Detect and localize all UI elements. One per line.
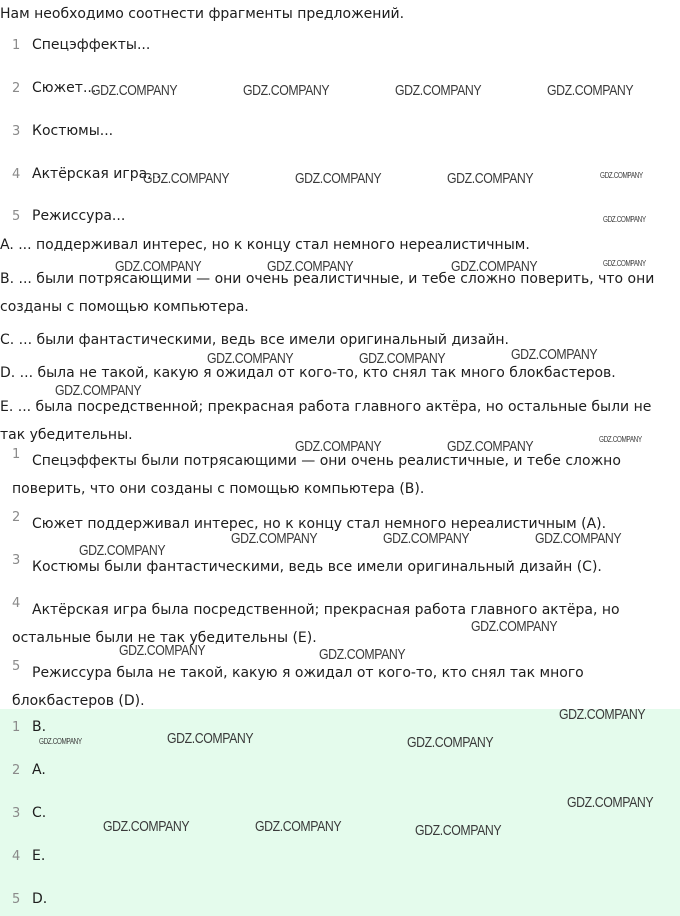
watermark: GDZ.COMPANY [559,706,646,723]
item-number: 2 [12,81,21,96]
sentence-text: Костюмы были фантастическими, ведь все имели оригинальный дизайн (C). [32,559,602,575]
answer-text: A. [32,762,46,778]
watermark: GDZ.COMPANY [119,642,206,659]
sentence-text: Актёрская игра была посредственной; прекрасная работа главного актёра, но остальные были не так убедительны (E). [12,602,620,646]
answer-text: D. [32,891,48,907]
watermark: GDZ.COMPANY [91,82,178,99]
fragment-text: Сюжет... [32,80,97,96]
watermark: GDZ.COMPANY [295,170,382,187]
answer-text: B. [32,719,47,735]
fragment-text: Костюмы... [32,123,114,139]
watermark: GDZ.COMPANY [471,618,558,635]
fragment-text: Актёрская игра... [32,166,161,182]
option-a: A. ... поддерживал интерес, но к концу стал немного нереалистичным. [0,237,530,253]
watermark: GDZ.COMPANY [231,530,318,547]
option-d: D. ... была не такой, какую я ожидал от кого-то, кто снял так много блокбастеров. [0,365,616,381]
option-c: C. ... были фантастическими, ведь все имели оригинальный дизайн. [0,332,509,348]
fragment-item [12,117,113,146]
watermark: GDZ.COMPANY [547,82,634,99]
watermark: GDZ.COMPANY [567,794,654,811]
full-sentence [12,659,652,715]
watermark: GDZ.COMPANY [603,259,646,268]
fragment-text: Режиссура... [32,208,126,224]
watermark: GDZ.COMPANY [267,258,354,275]
watermark: GDZ.COMPANY [207,350,294,367]
item-number: 2 [12,510,21,525]
fragment-item [12,202,125,231]
sentence-text: Спецэффекты были потрясающими — они очень реалистичные, и тебе сложно поверить, что они созданы с помощью компьютера (B). [12,453,621,497]
watermark: GDZ.COMPANY [79,542,166,559]
item-number: 5 [12,209,21,224]
watermark: GDZ.COMPANY [243,82,330,99]
answer-text: E. [32,848,46,864]
watermark: GDZ.COMPANY [451,258,538,275]
watermark: GDZ.COMPANY [407,734,494,751]
fragment-item [12,160,161,189]
answer-item [12,756,46,785]
watermark: GDZ.COMPANY [535,530,622,547]
watermark: GDZ.COMPANY [295,438,382,455]
watermark: GDZ.COMPANY [115,258,202,275]
sentence-text: Сюжет поддерживал интерес, но к концу стал немного нереалистичным (A). [32,516,607,532]
watermark: GDZ.COMPANY [447,438,534,455]
watermark: GDZ.COMPANY [143,170,230,187]
fragment-text: Спецэффекты... [32,37,151,53]
watermark: GDZ.COMPANY [255,818,342,835]
item-number: 5 [12,892,21,907]
item-number: 3 [12,553,21,568]
watermark: GDZ.COMPANY [383,530,470,547]
watermark: GDZ.COMPANY [395,82,482,99]
watermark: GDZ.COMPANY [39,737,82,746]
option-b: B. ... были потрясающими — они очень реалистичные, и тебе сложно поверить, что они созданы с помощью компьютера. [0,271,655,315]
option-e: E. ... была посредственной; прекрасная работа главного актёра, но остальные были не так убедительны. [0,399,652,443]
watermark: GDZ.COMPANY [603,215,646,224]
full-sentence [12,447,652,503]
item-number: 3 [12,806,21,821]
item-number: 4 [12,849,21,864]
watermark: GDZ.COMPANY [319,646,406,663]
watermark: GDZ.COMPANY [167,730,254,747]
answer-item [12,842,45,871]
watermark: GDZ.COMPANY [55,382,142,399]
watermark: GDZ.COMPANY [415,822,502,839]
watermark: GDZ.COMPANY [103,818,190,835]
fragment-item [12,74,96,103]
fragment-item [12,31,150,60]
answers-block [0,709,680,916]
item-number: 5 [12,659,21,674]
watermark: GDZ.COMPANY [447,170,534,187]
sentence-text: Режиссура была не такой, какую я ожидал от кого-то, кто снял так много блокбастеров (D). [12,665,584,709]
watermark: GDZ.COMPANY [599,435,642,444]
watermark: GDZ.COMPANY [359,350,446,367]
item-number: 4 [12,167,21,182]
item-number: 1 [12,38,21,53]
item-number: 3 [12,124,21,139]
answer-item [12,885,47,914]
answer-item [12,799,46,828]
intro-text: Нам необходимо соотнести фрагменты предложений. [0,6,405,22]
item-number: 1 [12,720,21,735]
item-number: 4 [12,596,21,611]
item-number: 1 [12,447,21,462]
watermark: GDZ.COMPANY [511,346,598,363]
item-number: 2 [12,763,21,778]
answer-text: C. [32,805,47,821]
watermark: GDZ.COMPANY [600,171,643,180]
